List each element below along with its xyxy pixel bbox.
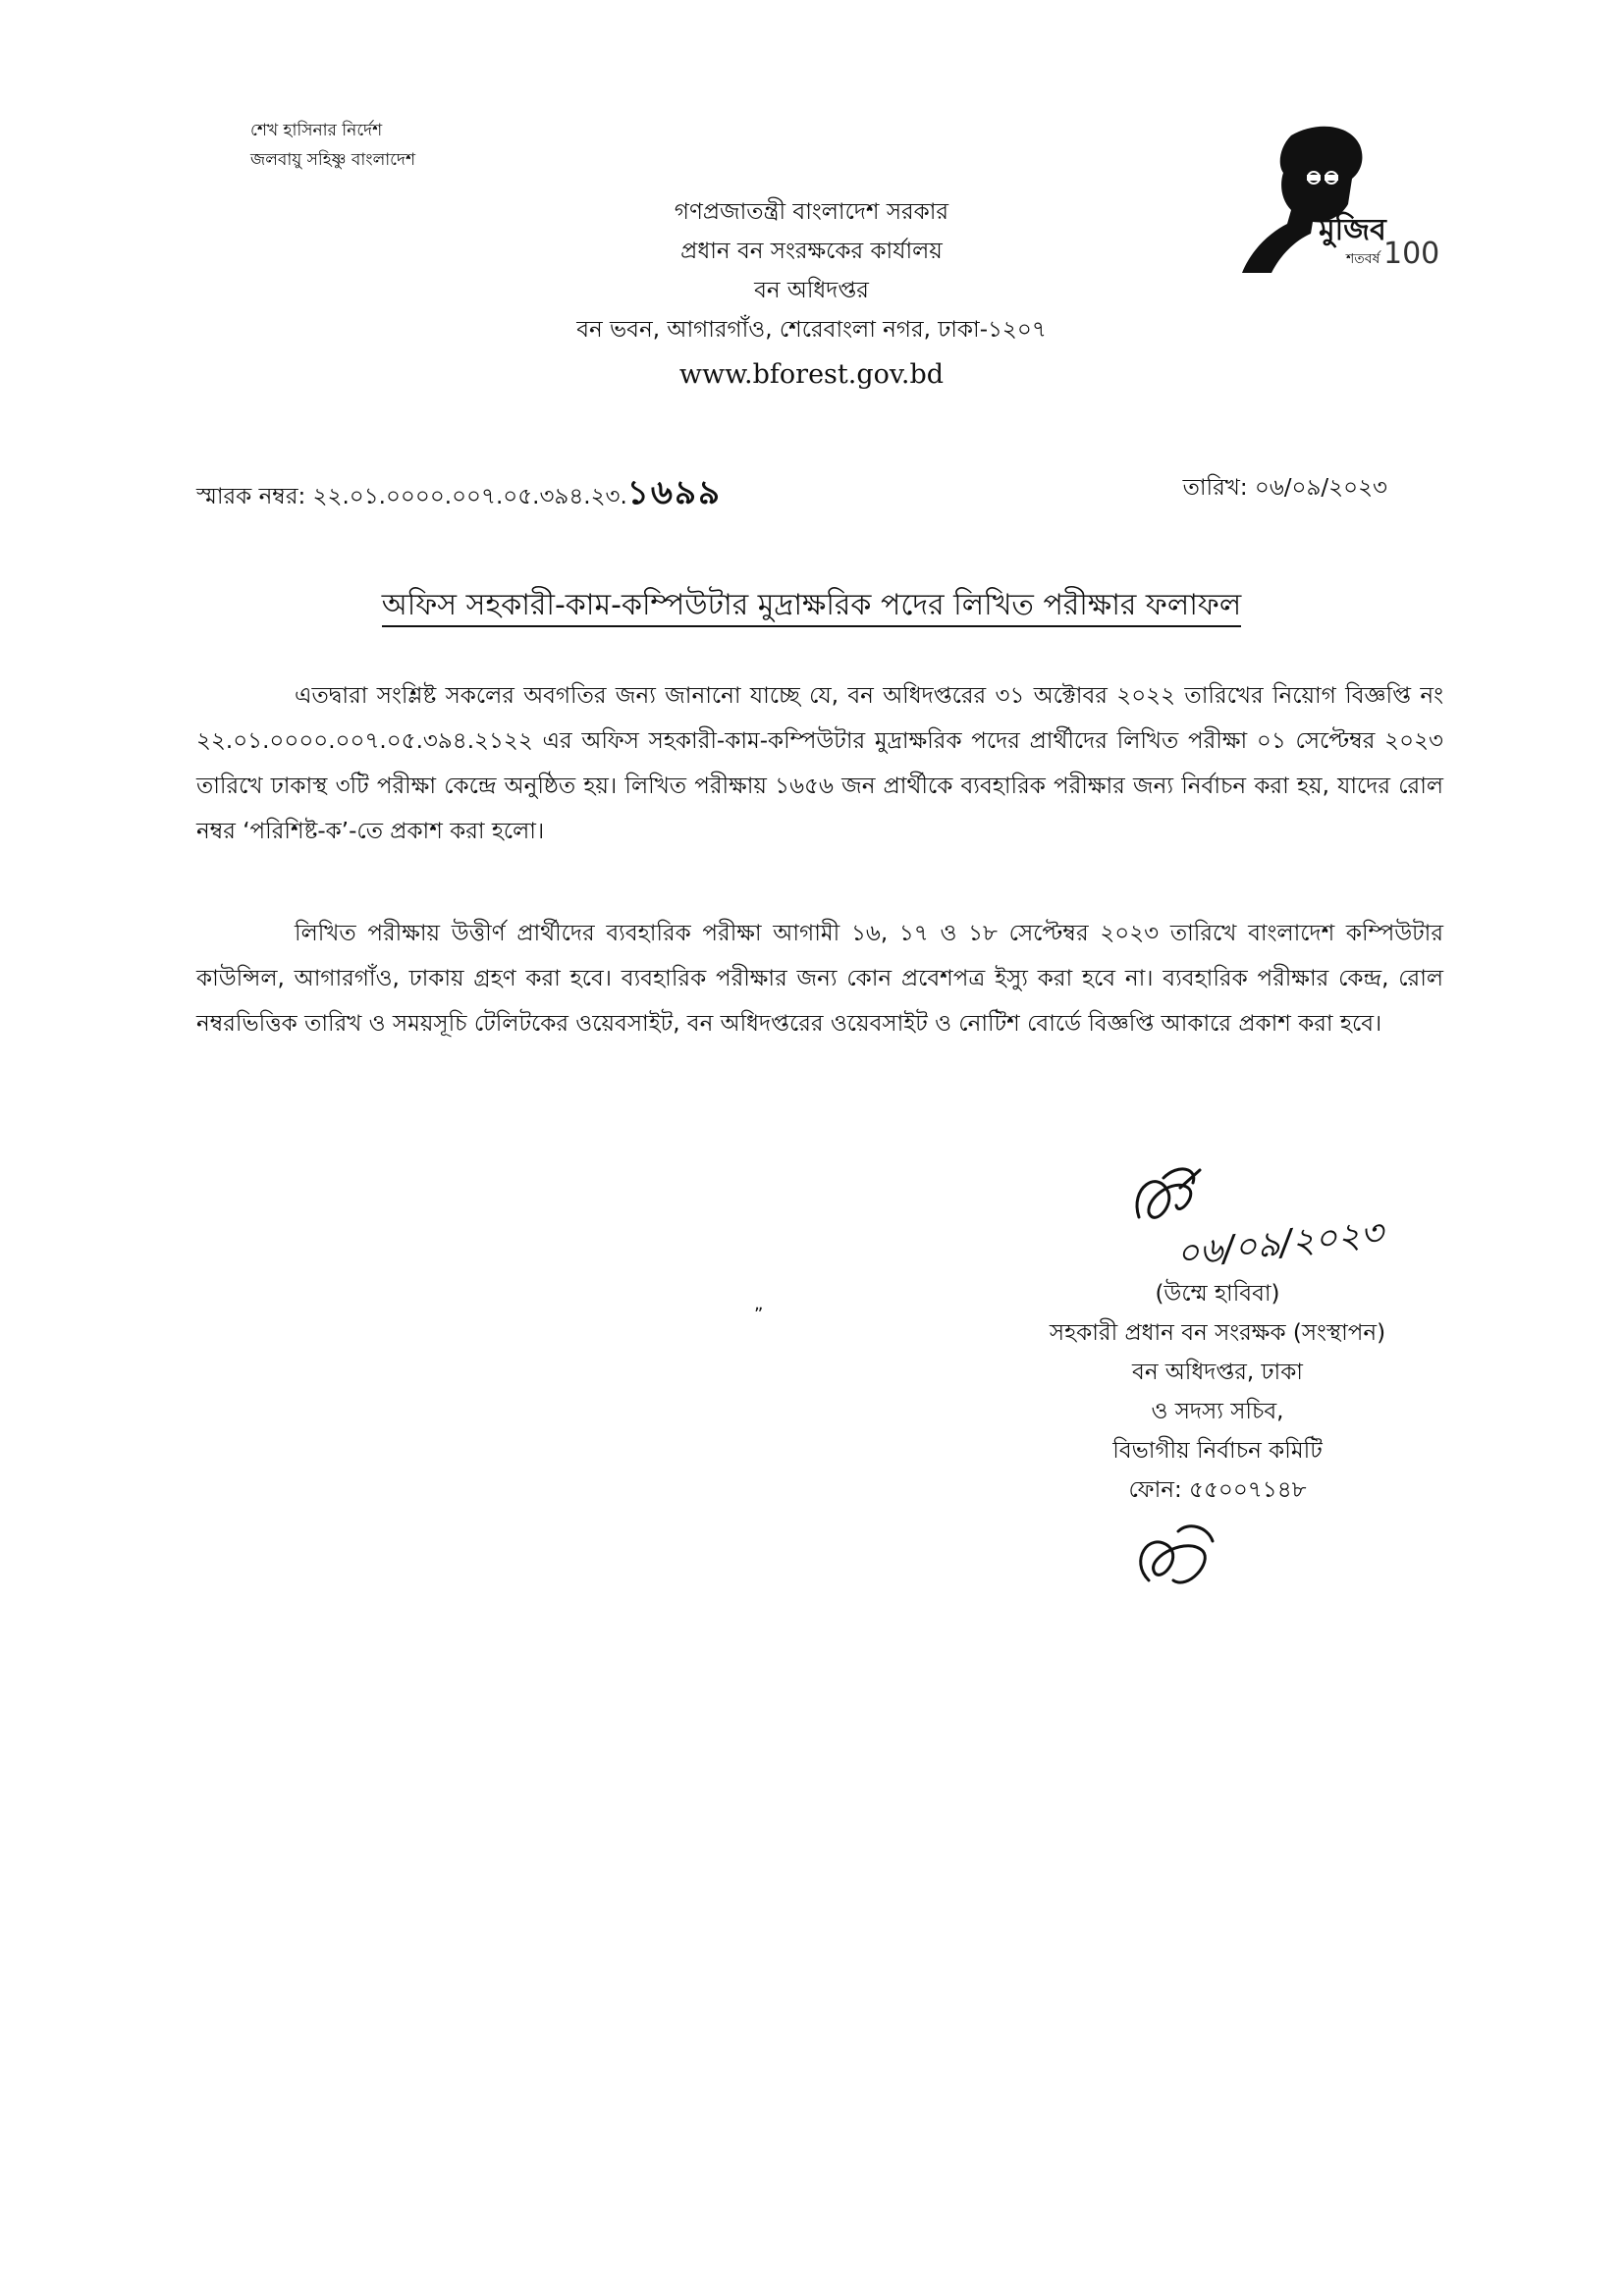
stray-mark: „	[754, 1294, 764, 1314]
logo-subtext: শতবর্ষ	[1346, 251, 1380, 267]
header-website: www.bforest.gov.bd	[678, 359, 945, 390]
logo-number: 100	[1383, 237, 1440, 271]
signatory-designation: সহকারী প্রধান বন সংরক্ষক (সংস্থাপন)	[1049, 1320, 1386, 1346]
slogan-line-2: জলবায়ু সহিষ্ণু বাংলাদেশ	[250, 150, 416, 170]
signature-date: ০৬/০৯/২০২৩	[1174, 1212, 1385, 1275]
document-title-text: অফিস সহকারী-কাম-কম্পিউটার মুদ্রাক্ষরিক পদের লিখিত পরীক্ষার ফলাফল	[382, 588, 1241, 627]
memo-number-handwritten: ১৬৯৯	[626, 473, 723, 512]
logo-text: মুজিব	[1319, 213, 1386, 247]
slogan-block	[250, 116, 415, 175]
signatory-role: ও সদস্য সচিব,	[1151, 1399, 1284, 1424]
signatory-block	[943, 1274, 1492, 1510]
body-paragraph-2: লিখিত পরীক্ষায় উত্তীর্ণ প্রার্থীদের ব্যবহারিক পরীক্ষা আগামী ১৬, ১৭ ও ১৮ সেপ্টেম্বর ২০২৩ তারিখে বাংলাদেশ কম্পিউটার কাউন্সিল, আগারগাঁও, ঢাকায় গ্রহণ করা হবে। ব্যবহারিক পরীক্ষার জন্য কোন প্রবেশপত্র ইস্যু করা হবে না। ব্যবহারিক পরীক্ষার কেন্দ্র, রোল নম্বরভিত্তিক তারিখ ও সময়সূচি টেলিটকের ওয়েবসাইট, বন অধিদপ্তরের ওয়েবসাইট ও নোটিশ বোর্ডে বিজ্ঞপ্তি আকারে প্রকাশ করা হবে।	[196, 921, 1443, 1037]
signatory-office: বন অধিদপ্তর, ঢাকা	[1132, 1360, 1303, 1385]
header-line-dept: বন অধিদপ্তর	[754, 278, 869, 303]
initials-scribble	[1119, 1512, 1237, 1610]
signatory-committee: বিভাগীয় নির্বাচন কমিটি	[1112, 1438, 1323, 1464]
issue-date: তারিখ: ০৬/০৯/২০২৩	[1182, 475, 1387, 501]
header-line-address: বন ভবন, আগারগাঁও, শেরেবাংলা নগর, ঢাকা-১২০৭	[576, 317, 1047, 343]
memo-number	[196, 467, 722, 523]
document-title	[0, 581, 1623, 631]
office-header	[0, 192, 1623, 395]
memo-number-printed: স্মারক নম্বর: ২২.০১.০০০০.০০৭.০৫.৩৯৪.২৩.	[196, 484, 627, 509]
slogan-line-1: শেখ হাসিনার নির্দেশ	[250, 121, 383, 140]
header-line-office: প্রধান বন সংরক্ষকের কার্যালয়	[680, 239, 943, 264]
signatory-phone: ফোন: ৫৫০০৭১৪৮	[1128, 1477, 1307, 1503]
header-line-govt: গণপ্রজাতন্ত্রী বাংলাদেশ সরকার	[674, 199, 949, 225]
signatory-name: (উম্মে হাবিবা)	[1155, 1281, 1280, 1307]
body-paragraph-1: এতদ্বারা সংশ্লিষ্ট সকলের অবগতির জন্য জানানো যাচ্ছে যে, বন অধিদপ্তরের ৩১ অক্টোবর ২০২২ তারিখের নিয়োগ বিজ্ঞপ্তি নং ২২.০১.০০০০.০০৭.০৫.৩৯৪.২১২২ এর অফিস সহকারী-কাম-কম্পিউটার মুদ্রাক্ষরিক পদের প্রার্থীদের লিখিত পরীক্ষা ০১ সেপ্টেম্বর ২০২৩ তারিখে ঢাকাস্থ ৩টি পরীক্ষা কেন্দ্রে অনুষ্ঠিত হয়। লিখিত পরীক্ষায় ১৬৫৬ জন প্রার্থীকে ব্যবহারিক পরীক্ষার জন্য নির্বাচন করা হয়, যাদের রোল নম্বর ‘পরিশিষ্ট-ক’-তে প্রকাশ করা হলো।	[196, 683, 1443, 844]
handwritten-signature	[1119, 1158, 1434, 1286]
